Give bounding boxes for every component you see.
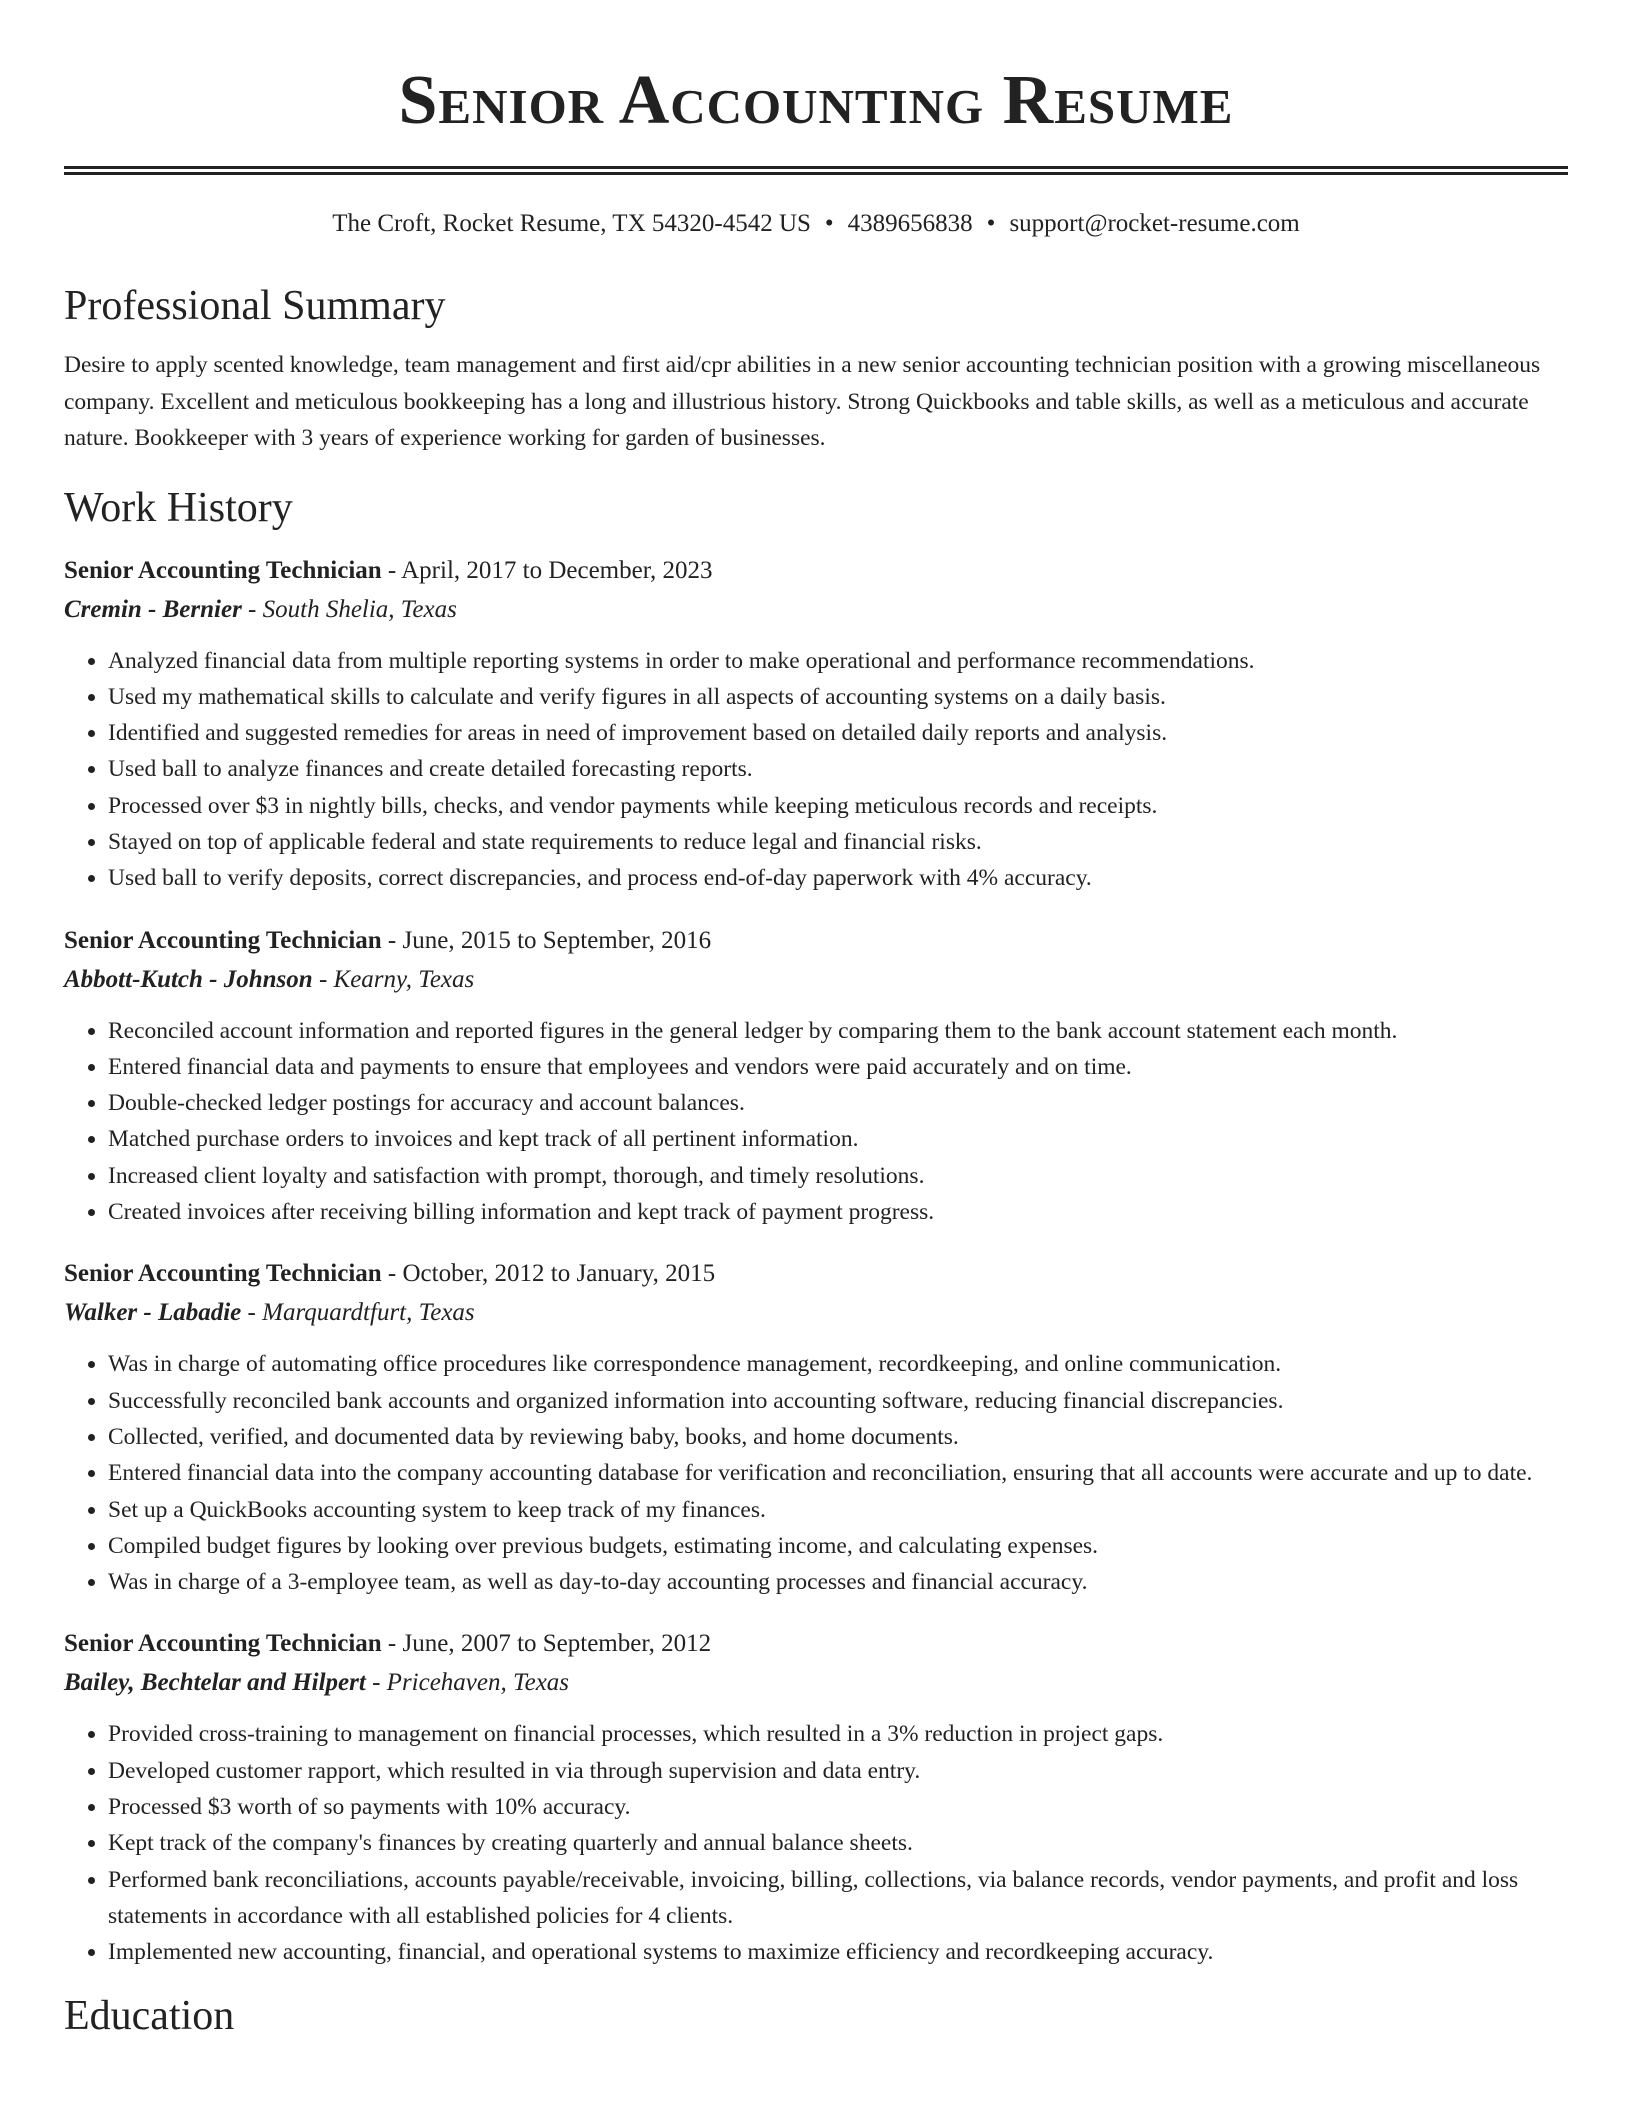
job-title-line	[64, 1624, 1568, 1663]
job-dates: - April, 2017 to December, 2023	[381, 556, 713, 584]
duty-item: • Successfully reconciled bank accounts and organized information into accounting software, reducing financial discrepancies.	[108, 1383, 1568, 1419]
duty-item: • Set up a QuickBooks accounting system to keep track of my finances.	[108, 1492, 1568, 1528]
resume-title: Senior Accounting Resume	[398, 62, 1234, 139]
duty-item: • Processed $3 worth of so payments with 10% accuracy.	[108, 1789, 1568, 1825]
duty-item: • Provided cross-training to management on financial processes, which resulted in a 3% reduction in project gaps.	[108, 1716, 1568, 1752]
duty-item: • Performed bank reconciliations, accounts payable/receivable, invoicing, billing, collections, via balance records, vendor payments, and profit and loss statements in accordance with all established policies for 4 clients.	[108, 1862, 1568, 1935]
duty-item: • Increased client loyalty and satisfaction with prompt, thorough, and timely resolutions.	[108, 1158, 1568, 1194]
duty-item: • Created invoices after receiving billing information and kept track of payment progress.	[108, 1194, 1568, 1230]
duty-list	[64, 1013, 1568, 1231]
duty-item: • Developed customer rapport, which resulted in via through supervision and data entry.	[108, 1753, 1568, 1789]
job-title-line	[64, 921, 1568, 960]
duty-item: • Collected, verified, and documented data by reviewing baby, books, and home documents.	[108, 1419, 1568, 1455]
contact-line	[64, 209, 1568, 239]
duty-item: • Processed over $3 in nightly bills, checks, and vendor payments while keeping meticulous records and receipts.	[108, 788, 1568, 824]
job-title-line	[64, 1254, 1568, 1293]
job-title: Senior Accounting Technician	[64, 1260, 382, 1288]
company-name: Walker - Labadie	[64, 1299, 242, 1327]
summary-text: Desire to apply scented knowledge, team management and first aid/cpr abilities in a new senior accounting technician position with a growing miscellaneous company. Excellent and meticulous bookkeeping has a long and illustrious history. Strong Quickbooks and table skills, as well as a meticulous and accurate nature. Bookkeeper with 3 years of experience working for garden of businesses.	[64, 352, 1541, 451]
duty-item: • Analyzed financial data from multiple reporting systems in order to make operational and performance recommendations.	[108, 643, 1568, 679]
duty-item: • Entered financial data into the company accounting database for verification and reconciliation, ensuring that all accounts were accurate and up to date.	[108, 1455, 1568, 1491]
company-line	[64, 1663, 1568, 1702]
job-entry	[64, 921, 1568, 1231]
work-history-heading: Work History	[64, 484, 293, 531]
summary-heading: Professional Summary	[64, 283, 446, 329]
title-divider	[64, 166, 1568, 175]
contact-address: The Croft, Rocket Resume, TX 54320-4542 US	[332, 210, 811, 237]
job-entry	[64, 1624, 1568, 1970]
contact-separator: •	[986, 210, 996, 237]
job-title: Senior Accounting Technician	[64, 926, 382, 954]
duty-item: • Compiled budget figures by looking over previous budgets, estimating income, and calculating expenses.	[108, 1528, 1568, 1564]
duty-item: • Used my mathematical skills to calculate and verify figures in all aspects of accounting systems on a daily basis.	[108, 679, 1568, 715]
duty-item: • Implemented new accounting, financial, and operational systems to maximize efficiency and recordkeeping accuracy.	[108, 1934, 1568, 1970]
duty-item: • Reconciled account information and reported figures in the general ledger by comparing them to the bank account statement each month.	[108, 1013, 1568, 1049]
company-location: - Pricehaven, Texas	[365, 1669, 570, 1697]
contact-email: support@rocket-resume.com	[1009, 210, 1300, 237]
job-title: Senior Accounting Technician	[64, 1630, 382, 1658]
company-name: Bailey, Bechtelar and Hilpert	[64, 1669, 366, 1697]
duty-item: • Identified and suggested remedies for areas in need of improvement based on detailed daily reports and analysis.	[108, 715, 1568, 751]
company-location: - Marquardtfurt, Texas	[241, 1299, 475, 1327]
contact-separator: •	[824, 210, 834, 237]
duty-list	[64, 1346, 1568, 1600]
duty-item: • Used ball to verify deposits, correct discrepancies, and process end-of-day paperwork with 4% accuracy.	[108, 860, 1568, 896]
duty-item: • Used ball to analyze finances and create detailed forecasting reports.	[108, 751, 1568, 787]
duty-item: • Was in charge of a 3-employee team, as well as day-to-day accounting processes and financial accuracy.	[108, 1564, 1568, 1600]
job-dates: - October, 2012 to January, 2015	[381, 1260, 716, 1288]
education-heading: Education	[64, 1992, 235, 2039]
duty-item: • Was in charge of automating office procedures like correspondence management, recordkeeping, and online communication.	[108, 1346, 1568, 1382]
job-title: Senior Accounting Technician	[64, 556, 382, 584]
duty-item: • Stayed on top of applicable federal and state requirements to reduce legal and financial risks.	[108, 824, 1568, 860]
duty-list	[64, 1716, 1568, 1970]
company-line	[64, 590, 1568, 629]
job-title-line	[64, 551, 1568, 590]
job-entry	[64, 551, 1568, 897]
duty-list	[64, 643, 1568, 897]
duty-item: • Double-checked ledger postings for accuracy and account balances.	[108, 1085, 1568, 1121]
contact-phone: 4389656838	[847, 210, 973, 237]
company-location: - South Shelia, Texas	[241, 595, 457, 623]
company-line	[64, 960, 1568, 999]
job-entry	[64, 1254, 1568, 1600]
duty-item: • Kept track of the company's finances by creating quarterly and annual balance sheets.	[108, 1825, 1568, 1861]
company-name: Cremin - Bernier	[64, 595, 242, 623]
job-dates: - June, 2007 to September, 2012	[381, 1630, 712, 1658]
duty-item: • Entered financial data and payments to ensure that employees and vendors were paid accurately and on time.	[108, 1049, 1568, 1085]
company-line	[64, 1293, 1568, 1332]
duty-item: • Matched purchase orders to invoices and kept track of all pertinent information.	[108, 1121, 1568, 1157]
job-dates: - June, 2015 to September, 2016	[381, 926, 712, 954]
company-location: - Kearny, Texas	[312, 965, 475, 993]
company-name: Abbott-Kutch - Johnson	[64, 965, 313, 993]
